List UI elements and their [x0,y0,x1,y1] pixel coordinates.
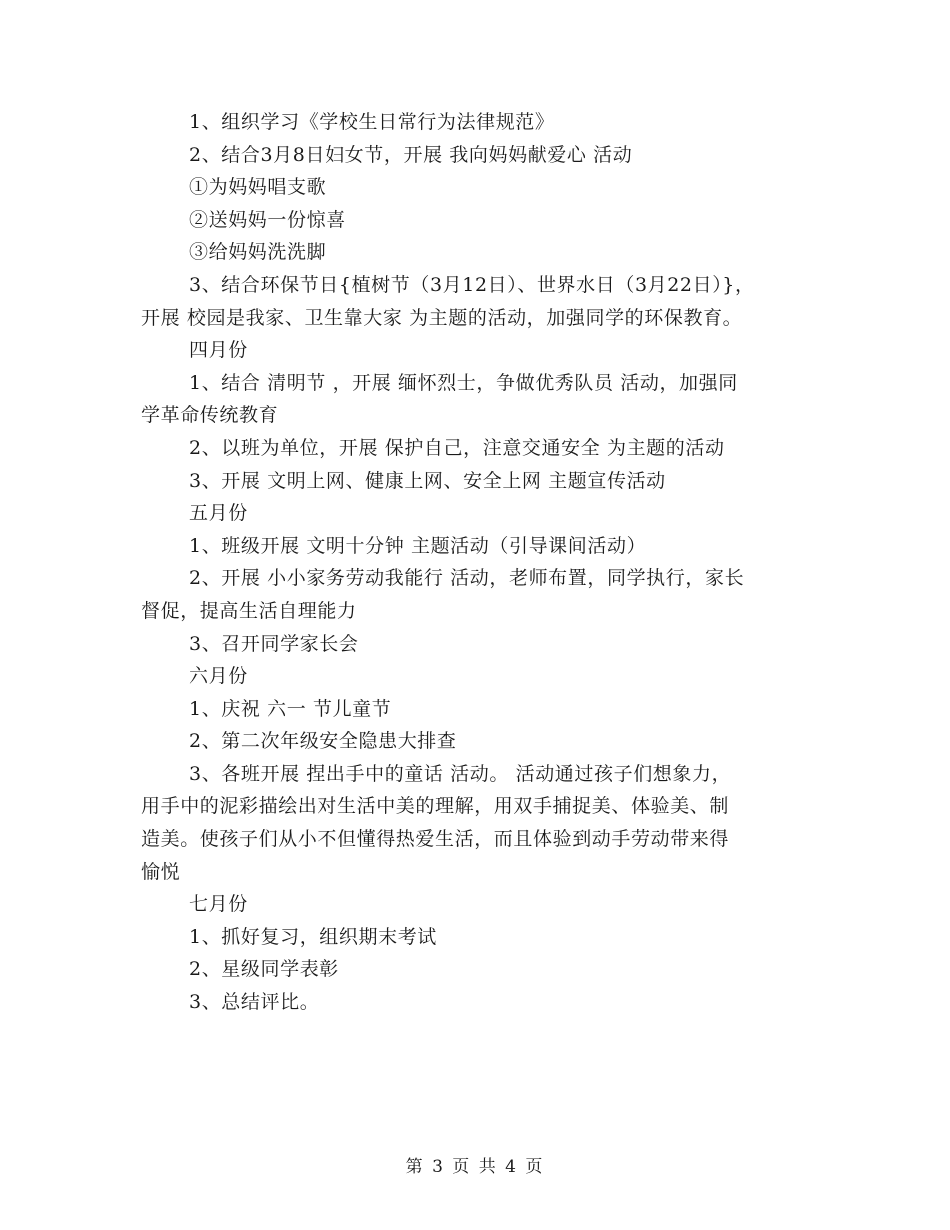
text-line: ②送妈妈一份惊喜 [189,208,346,231]
text-line: 1、抓好复习，组织期末考试 [189,925,437,948]
text-line: 学革命传统教育 [141,404,279,427]
text-line: 3、开展 文明上网、健康上网、安全上网 主题宣传活动 [189,469,666,492]
text-line: 用手中的泥彩描绘出对生活中美的理解，用双手捕捉美、体验美、制 [141,795,730,818]
text-line: 3、召开同学家长会 [189,632,359,655]
text-line: 督促，提高生活自理能力 [141,599,357,622]
text-line: 1、庆祝 六一 节儿童节 [189,697,392,720]
text-line: 愉悦 [141,860,181,883]
text-line: 六月份 [189,665,248,688]
text-line: 2、开展 小小家务劳动我能行 活动，老师布置，同学执行，家长 [189,567,745,590]
text-line: 造美。使孩子们从小不但懂得热爱生活，而且体验到动手劳动带来得 [141,828,730,851]
page-number-footer: 第 3 页 共 4 页 [405,1157,545,1177]
text-line: 2、第二次年级安全隐患大排查 [189,730,457,753]
text-line: 开展 校园是我家、卫生靠大家 为主题的活动，加强同学的环保教育。 [141,306,743,329]
document-body [141,106,821,1019]
text-line: ③给妈妈洗洗脚 [189,241,327,264]
text-line: 1、班级开展 文明十分钟 主题活动（引导课间活动） [189,534,647,557]
text-line: 七月份 [189,893,248,916]
text-line: 2、星级同学表彰 [189,958,339,981]
text-line: 五月份 [189,502,248,525]
text-line: 3、总结评比。 [189,991,320,1014]
text-line: 1、结合 清明节 ，开展 缅怀烈士，争做优秀队员 活动，加强同 [189,371,738,394]
text-line: ①为妈妈唱支歌 [189,176,327,199]
text-line: 3、结合环保节日{植树节（3月12日）、世界水日（3月22日）}， [189,273,755,296]
text-line: 1、组织学习《学校生日常行为法律规范》 [189,111,555,133]
text-line: 2、结合3月8日妇女节，开展 我向妈妈献爱心 活动 [189,143,633,166]
text-line: 四月份 [189,339,248,362]
text-line: 3、各班开展 捏出手中的童话 活动。 活动通过孩子们想象力， [189,762,732,785]
text-line: 2、以班为单位，开展 保护自己，注意交通安全 为主题的活动 [189,436,725,459]
